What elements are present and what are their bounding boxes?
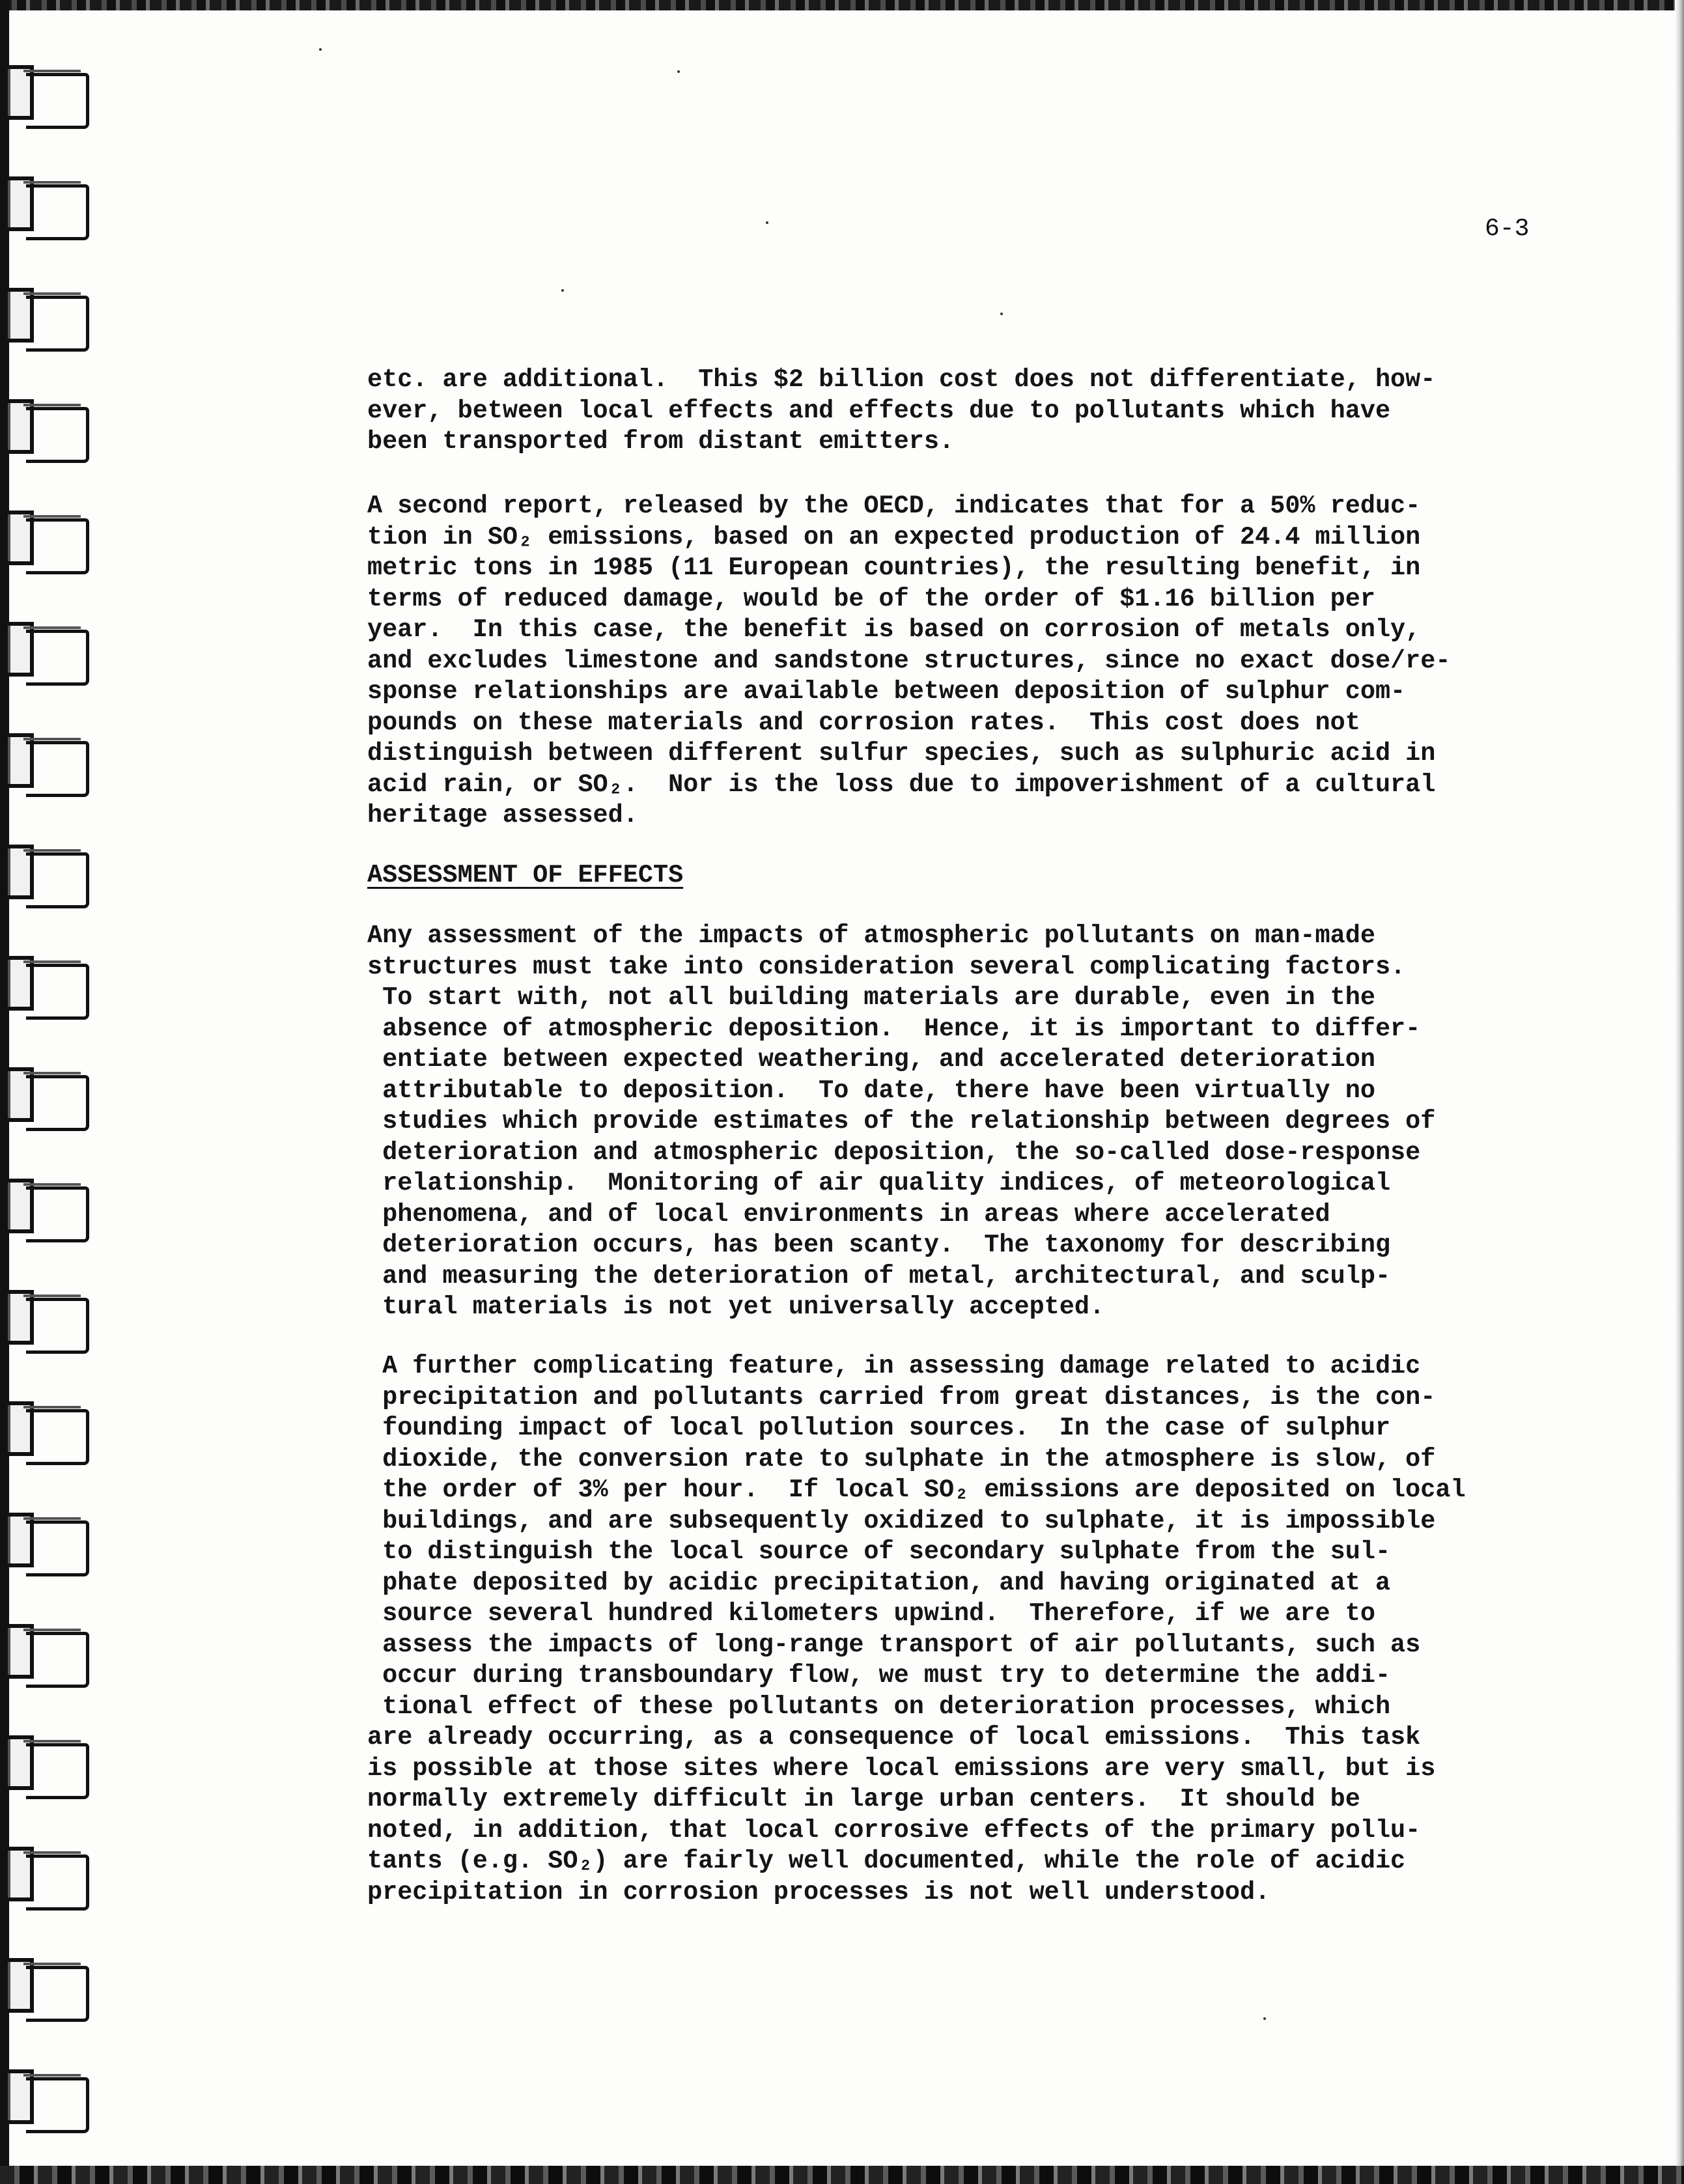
text-line: studies which provide estimates of the relationship between degrees of [367, 1107, 1436, 1136]
text-line: tional effect of these pollutants on deterioration processes, which [367, 1692, 1391, 1721]
scan-speck [561, 289, 564, 292]
binding-ring [0, 2030, 98, 2142]
text-line: Any assessment of the impacts of atmospheric pollutants on man-made [367, 921, 1375, 950]
scan-edge-right [1675, 0, 1684, 2184]
text-line: and measuring the deterioration of metal, architectural, and sculp- [367, 1261, 1391, 1291]
text-line: noted, in addition, that local corrosive effects of the primary pollu- [367, 1815, 1421, 1845]
binding-wire [26, 1298, 89, 1354]
text-line: ever, between local effects and effects due to pollutants which have [367, 396, 1391, 425]
text-line: dioxide, the conversion rate to sulphate in the atmosphere is slow, of [367, 1444, 1436, 1474]
text-line: relationship. Monitoring of air quality indices, of meteorological [367, 1169, 1391, 1197]
binding-wire [26, 2077, 89, 2133]
scan-edge-top [0, 0, 1684, 10]
paragraph-3 [367, 921, 1520, 1323]
binding-wire [26, 184, 89, 240]
scan-speck [677, 70, 680, 73]
paragraph-4 [367, 1351, 1520, 1908]
binding-wire [26, 518, 89, 574]
text-line: been transported from distant emitters. [367, 427, 955, 456]
text-line: pounds on these materials and corrosion rates. This cost does not [367, 708, 1360, 737]
binding-ring [0, 26, 98, 138]
binding-wire [26, 1855, 89, 1911]
text-line: and excludes limestone and sandstone structures, since no exact dose/re- [367, 646, 1451, 675]
text-line: tural materials is not yet universally accepted. [367, 1293, 1105, 1321]
text-line: source several hundred kilometers upwind. Therefore, if we are to [367, 1599, 1375, 1628]
text-line: assess the impacts of long-range transport of air pollutants, such as [367, 1630, 1421, 1659]
text-line: tion in SO₂ emissions, based on an expected production of 24.4 million [367, 522, 1421, 552]
binding-wire [26, 296, 89, 352]
binding-ring [0, 1362, 98, 1474]
binding-wire [26, 73, 89, 129]
text-line: precipitation and pollutants carried from great distances, is the con- [367, 1382, 1436, 1412]
scan-speck [1000, 313, 1003, 315]
binding-wire [26, 1632, 89, 1688]
text-line: acid rain, or SO₂. Nor is the loss due to impoverishment of a cultural [367, 770, 1436, 799]
text-line: sponse relationships are available between deposition of sulphur com- [367, 677, 1406, 706]
text-line: attributable to deposition. To date, there have been virtually no [367, 1076, 1375, 1105]
text-line: year. In this case, the benefit is based on corrosion of metals only, [367, 615, 1421, 644]
text-line: is possible at those sites where local emissions are very small, but is [367, 1754, 1436, 1783]
paragraph-2 [367, 491, 1520, 832]
text-line: precipitation in corrosion processes is not well understood. [367, 1877, 1270, 1907]
binding-ring [0, 1696, 98, 1808]
text-line: A further complicating feature, in assessing damage related to acidic [367, 1352, 1421, 1380]
binding-wire [26, 741, 89, 797]
text-line: are already occurring, as a consequence of local emissions. This task [367, 1723, 1421, 1752]
binding-ring [0, 1028, 98, 1140]
binding-ring [0, 694, 98, 806]
binding-wire [26, 1743, 89, 1799]
text-line: absence of atmospheric deposition. Hence, it is important to differ- [367, 1014, 1421, 1043]
binding-ring [0, 1808, 98, 1920]
binding-wire [26, 1186, 89, 1242]
binding-wire [26, 1966, 89, 2022]
text-line: the order of 3% per hour. If local SO₂ emissions are deposited on local [367, 1476, 1466, 1504]
text-line: buildings, and are subsequently oxidized to sulphate, it is impossible [367, 1506, 1436, 1535]
scan-speck [319, 48, 322, 51]
binding-ring [0, 360, 98, 472]
text-line: terms of reduced damage, would be of the order of $1.16 billion per [367, 584, 1375, 613]
binding-ring [0, 805, 98, 917]
text-line: phenomena, and of local environments in areas where accelerated [367, 1199, 1330, 1229]
binding-ring [0, 1251, 98, 1363]
text-line: to distinguish the local source of secondary sulphate from the sul- [367, 1537, 1391, 1566]
text-line: To start with, not all building materials are durable, even in the [367, 983, 1375, 1012]
text-line: distinguish between different sulfur species, such as sulphuric acid in [367, 739, 1436, 768]
scan-edge-bottom [0, 2166, 1684, 2184]
binding-ring [0, 1140, 98, 1252]
text-line: normally extremely difficult in large urban centers. It should be [367, 1785, 1360, 1813]
binding-ring [0, 1474, 98, 1586]
text-line: etc. are additional. This $2 billion cost does not differentiate, how- [367, 365, 1436, 394]
page-number: 6-3 [1485, 215, 1530, 243]
binding-ring [0, 137, 98, 249]
scan-speck [1263, 2017, 1266, 2020]
binding-wire [26, 1409, 89, 1465]
binding-ring [0, 1919, 98, 2031]
binding-ring [0, 471, 98, 583]
text-line: phate deposited by acidic precipitation, and having originated at a [367, 1568, 1391, 1597]
binding-wire [26, 407, 89, 463]
binding-ring [0, 1585, 98, 1697]
text-line: heritage assessed. [367, 801, 638, 830]
scan-speck [766, 221, 768, 224]
text-line: deterioration and atmospheric deposition, the so-called dose-response [367, 1138, 1421, 1167]
text-line: metric tons in 1985 (11 European countries), the resulting benefit, in [367, 553, 1421, 582]
binding-wire [26, 964, 89, 1020]
text-line: structures must take into consideration several complicating factors. [367, 952, 1406, 981]
text-line: A second report, released by the OECD, indicates that for a 50% reduc- [367, 492, 1421, 520]
text-line: deterioration occurs, has been scanty. The taxonomy for describing [367, 1231, 1391, 1259]
spiral-binding [0, 26, 98, 2149]
binding-wire [26, 852, 89, 908]
binding-ring [0, 583, 98, 695]
paragraph-1 [367, 365, 1520, 458]
section-heading: ASSESSMENT OF EFFECTS [367, 861, 684, 889]
text-line: tants (e.g. SO₂) are fairly well documented, while the role of acidic [367, 1847, 1406, 1875]
binding-wire [26, 1520, 89, 1576]
binding-ring [0, 249, 98, 361]
text-line: entiate between expected weathering, and accelerated deterioration [367, 1045, 1375, 1074]
binding-wire [26, 630, 89, 686]
binding-wire [26, 1075, 89, 1131]
binding-ring [0, 917, 98, 1029]
text-line: founding impact of local pollution sources. In the case of sulphur [367, 1414, 1391, 1442]
text-line: occur during transboundary flow, we must try to determine the addi- [367, 1661, 1391, 1690]
